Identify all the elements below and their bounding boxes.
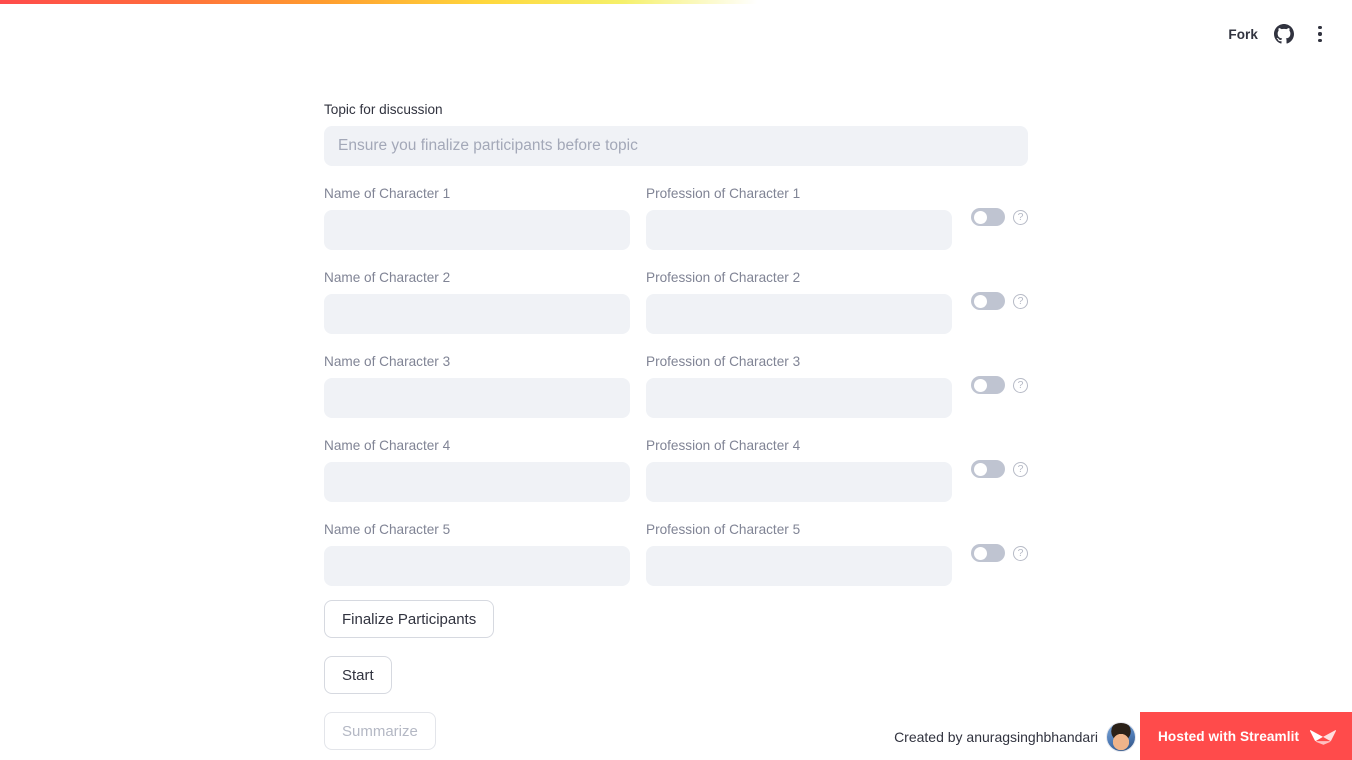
character-3-profession-label: Profession of Character 3	[646, 354, 801, 369]
character-3-profession-group	[646, 352, 952, 418]
toggle-knob	[974, 547, 987, 560]
character-4-controls	[952, 436, 1028, 478]
character-5-name-label: Name of Character 5	[324, 522, 451, 537]
character-3-help-icon[interactable]: ?	[1013, 378, 1028, 393]
character-2-name-group	[324, 268, 630, 334]
character-4-profession-label: Profession of Character 4	[646, 438, 801, 453]
character-4-name-input[interactable]	[324, 462, 630, 502]
character-4-toggle[interactable]	[971, 460, 1005, 478]
character-row-2	[324, 268, 1028, 334]
character-5-profession-group	[646, 520, 952, 586]
created-by-text: Created by anuragsinghbhandari	[894, 729, 1098, 745]
kebab-dot	[1318, 26, 1321, 29]
character-3-name-group	[324, 352, 630, 418]
character-3-toggle[interactable]	[971, 376, 1005, 394]
hosted-label: Hosted with Streamlit	[1158, 728, 1300, 744]
character-3-name-input[interactable]	[324, 378, 630, 418]
toggle-knob	[974, 379, 987, 392]
character-2-profession-input[interactable]	[646, 294, 952, 334]
character-4-help-icon[interactable]: ?	[1013, 462, 1028, 477]
character-row-3	[324, 352, 1028, 418]
kebab-dot	[1318, 39, 1321, 42]
hosted-with-streamlit-badge[interactable]	[1140, 712, 1352, 760]
character-2-profession-label: Profession of Character 2	[646, 270, 801, 285]
character-1-controls	[952, 184, 1028, 226]
character-4-profession-input[interactable]	[646, 462, 952, 502]
toggle-knob	[974, 463, 987, 476]
start-button[interactable]: Start	[324, 656, 392, 694]
character-1-profession-label: Profession of Character 1	[646, 186, 801, 201]
character-1-profession-group	[646, 184, 952, 250]
toggle-knob	[974, 211, 987, 224]
character-row-1	[324, 184, 1028, 250]
character-4-name-group	[324, 436, 630, 502]
summarize-button[interactable]: Summarize	[324, 712, 436, 750]
finalize-participants-button[interactable]: Finalize Participants	[324, 600, 494, 638]
character-5-profession-input[interactable]	[646, 546, 952, 586]
app-header	[0, 4, 1352, 64]
character-5-profession-label: Profession of Character 5	[646, 522, 801, 537]
topic-field-group	[324, 100, 1028, 166]
character-3-profession-input[interactable]	[646, 378, 952, 418]
character-4-name-label: Name of Character 4	[324, 438, 451, 453]
created-by-badge	[894, 722, 1136, 752]
character-1-help-icon[interactable]: ?	[1013, 210, 1028, 225]
streamlit-logo-icon	[1310, 727, 1336, 745]
character-5-name-input[interactable]	[324, 546, 630, 586]
topic-label: Topic for discussion	[324, 102, 443, 117]
topic-input[interactable]	[324, 126, 1028, 166]
character-1-name-input[interactable]	[324, 210, 630, 250]
character-1-toggle[interactable]	[971, 208, 1005, 226]
character-5-help-icon[interactable]: ?	[1013, 546, 1028, 561]
kebab-menu-icon[interactable]	[1308, 21, 1332, 47]
character-1-name-label: Name of Character 1	[324, 186, 451, 201]
toggle-knob	[974, 295, 987, 308]
character-3-name-label: Name of Character 3	[324, 354, 451, 369]
character-2-controls	[952, 268, 1028, 310]
character-2-help-icon[interactable]: ?	[1013, 294, 1028, 309]
character-5-name-group	[324, 520, 630, 586]
character-2-name-label: Name of Character 2	[324, 270, 451, 285]
github-icon[interactable]	[1274, 24, 1294, 44]
character-4-profession-group	[646, 436, 952, 502]
character-2-name-input[interactable]	[324, 294, 630, 334]
character-3-controls	[952, 352, 1028, 394]
character-row-5	[324, 520, 1028, 586]
character-1-profession-input[interactable]	[646, 210, 952, 250]
kebab-dot	[1318, 32, 1321, 35]
character-2-profession-group	[646, 268, 952, 334]
character-5-controls	[952, 520, 1028, 562]
avatar	[1106, 722, 1136, 752]
character-2-toggle[interactable]	[971, 292, 1005, 310]
character-5-toggle[interactable]	[971, 544, 1005, 562]
character-1-name-group	[324, 184, 630, 250]
fork-button[interactable]: Fork	[1228, 26, 1258, 42]
character-row-4	[324, 436, 1028, 502]
